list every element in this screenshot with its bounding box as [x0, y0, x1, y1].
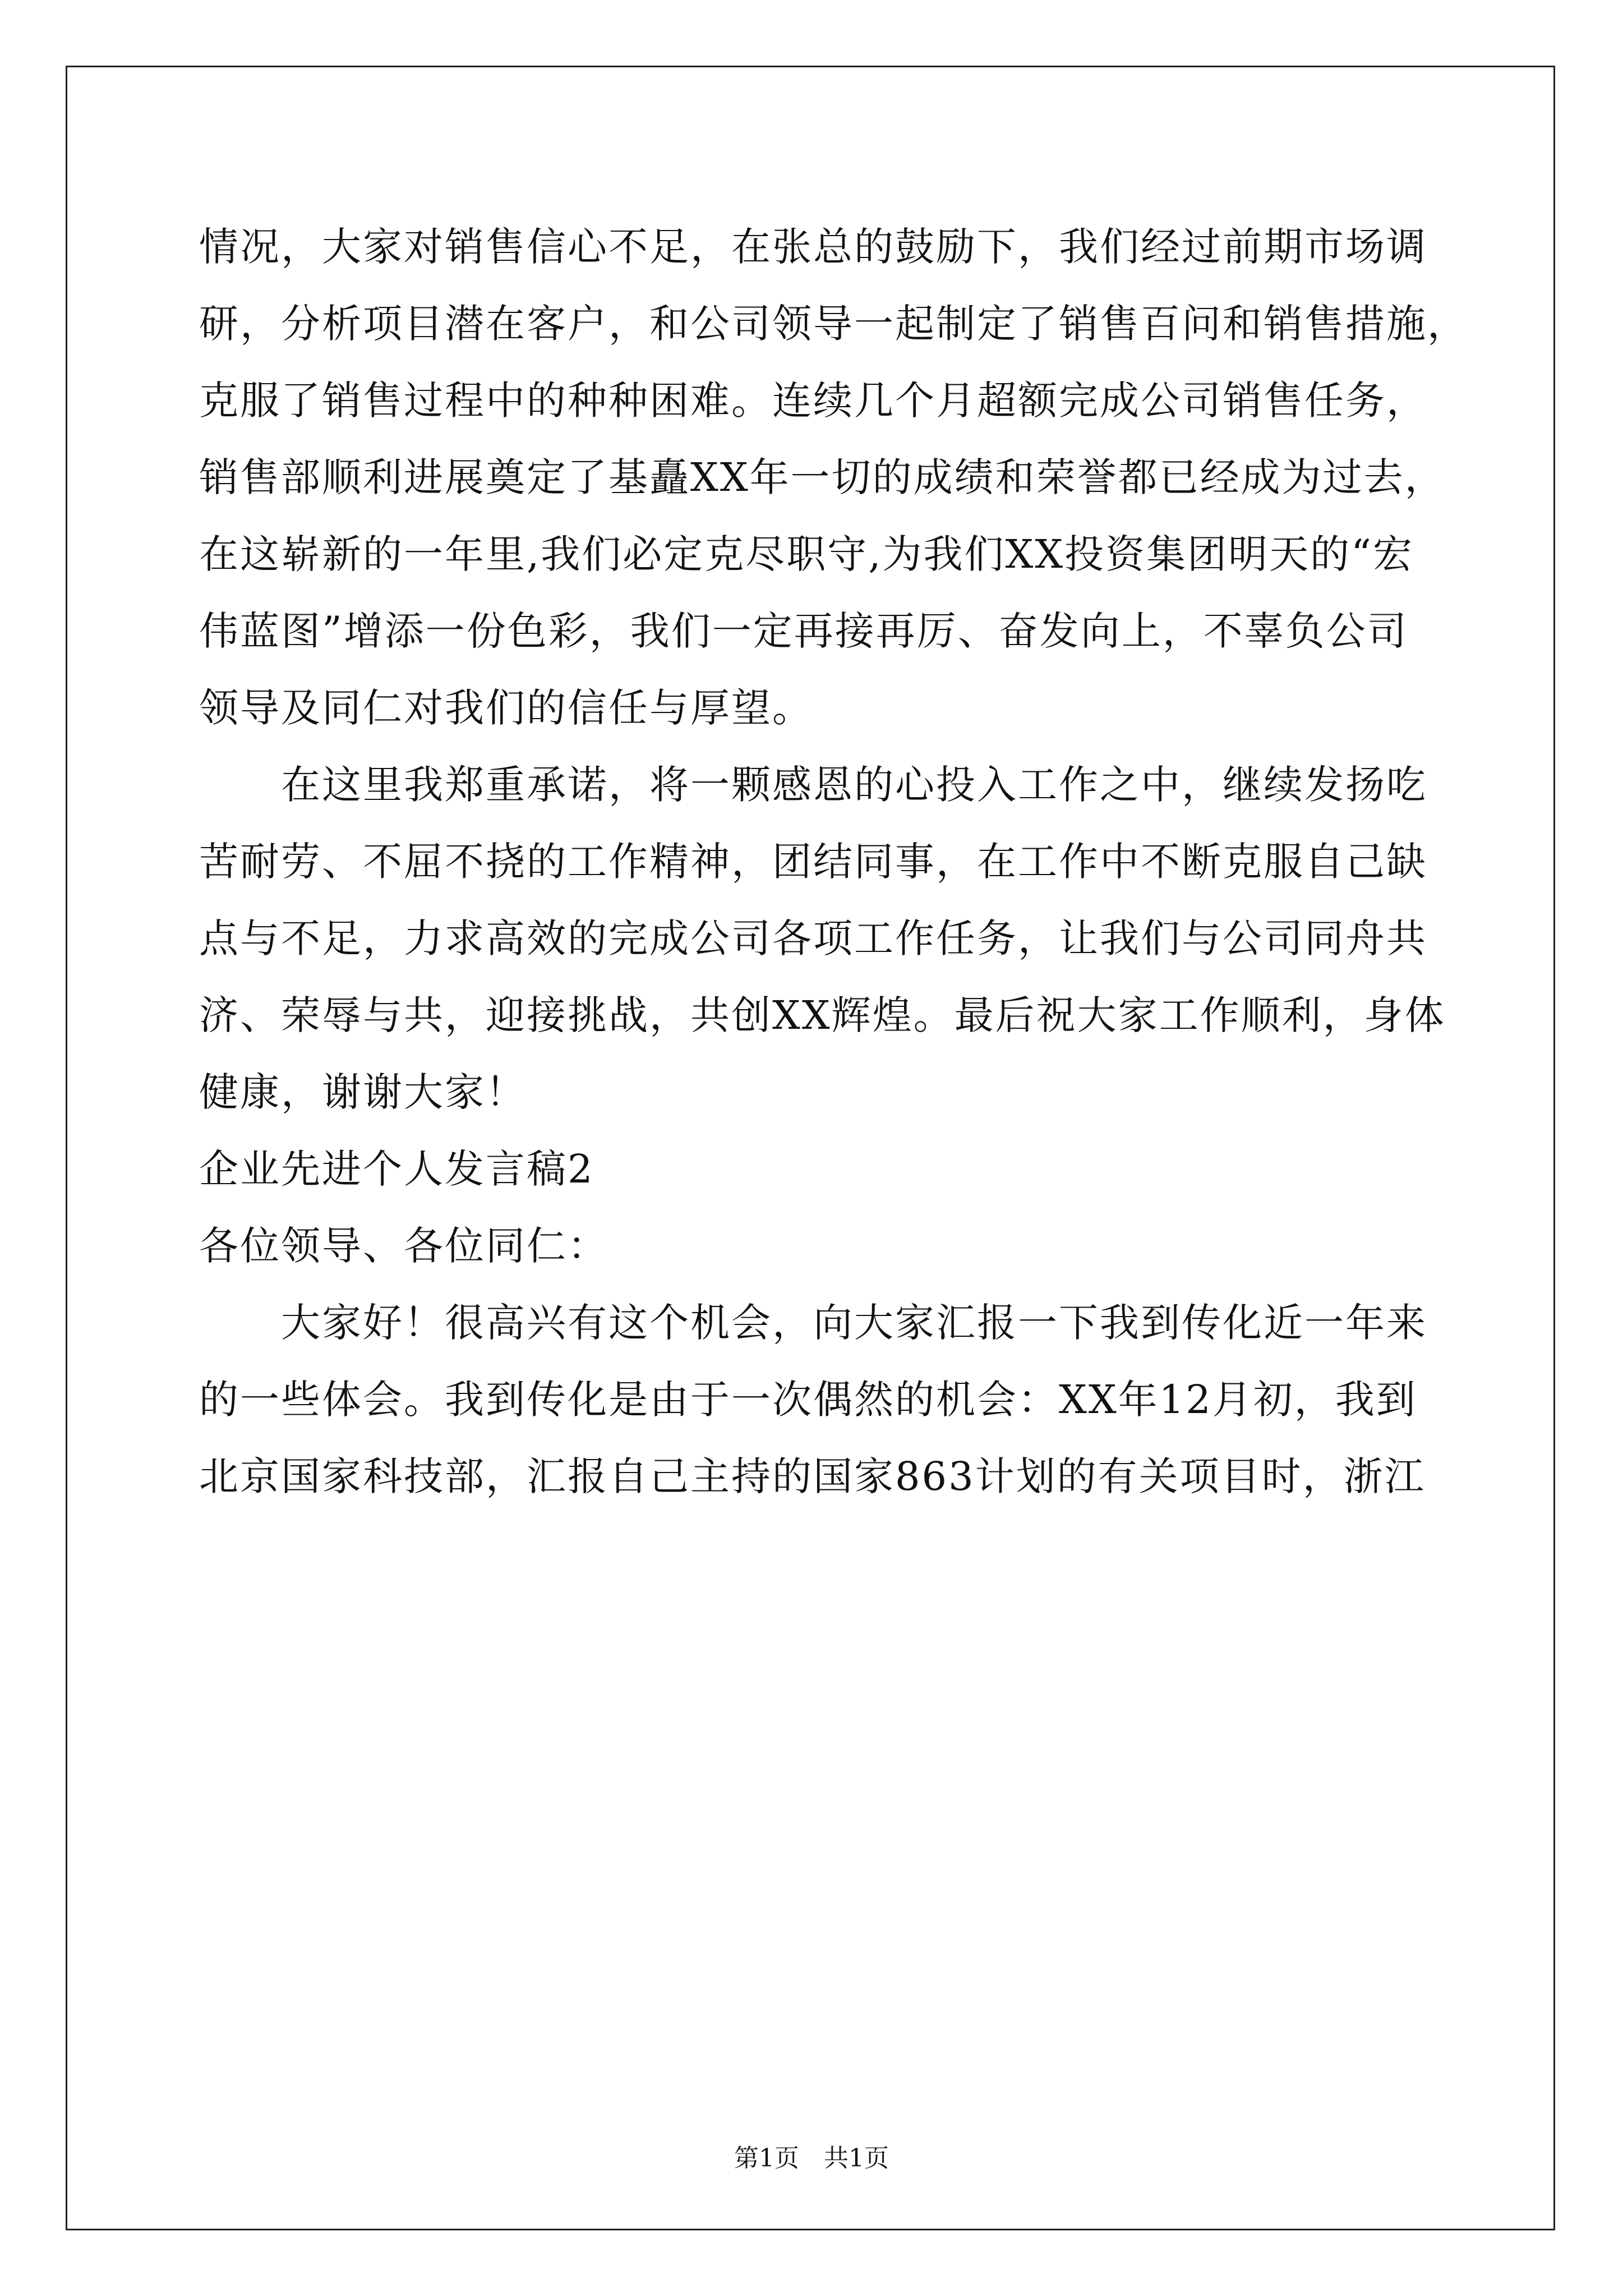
- paragraph-line: 济、荣辱与共，迎接挑战，共创XX辉煌。最后祝大家工作顺利，身体: [199, 992, 1446, 1038]
- paragraph-line: 苦耐劳、不屈不挠的工作精神，团结同事，在工作中不断克服自己缺: [199, 839, 1427, 885]
- paragraph-line: 在这崭新的一年里,我们必定克尽职守,为我们XX投资集团明天的“宏: [199, 531, 1414, 577]
- section-heading: 企业先进个人发言稿2: [199, 1146, 594, 1192]
- paragraph-line: 销售部顺利进展奠定了基矗XX年一切的成绩和荣誉都已经成为过去，: [199, 454, 1446, 500]
- paragraph-line: 情况，大家对销售信心不足，在张总的鼓励下，我们经过前期市场调: [199, 224, 1427, 270]
- paragraph-line: 研，分析项目潜在客户，和公司领导一起制定了销售百问和销售措施，: [199, 301, 1468, 347]
- page-footer: 第1页 共1页: [734, 2144, 889, 2173]
- paragraph-line: 点与不足，力求高效的完成公司各项工作任务，让我们与公司同舟共: [199, 915, 1427, 961]
- paragraph-line: 在这里我郑重承诺，将一颗感恩的心投入工作之中，继续发扬吃: [199, 762, 1427, 808]
- paragraph-line: 克服了销售过程中的种种困难。连续几个月超额完成公司销售任务，: [199, 378, 1427, 424]
- paragraph-line: 大家好！很高兴有这个机会，向大家汇报一下我到传化近一年来: [199, 1300, 1427, 1346]
- paragraph-line: 健康，谢谢大家！: [199, 1069, 527, 1115]
- paragraph-line: 北京国家科技部，汇报自己主持的国家863计划的有关项目时，浙江: [199, 1453, 1426, 1499]
- paragraph-line: 的一些体会。我到传化是由于一次偶然的机会：XX年12月初，我到: [199, 1377, 1417, 1423]
- paragraph-line: 领导及同仁对我们的信任与厚望。: [199, 685, 813, 731]
- salutation: 各位领导、各位同仁：: [199, 1223, 608, 1269]
- paragraph-line: 伟蓝图”增添一份色彩，我们一定再接再厉、奋发向上，不辜负公司: [199, 608, 1408, 654]
